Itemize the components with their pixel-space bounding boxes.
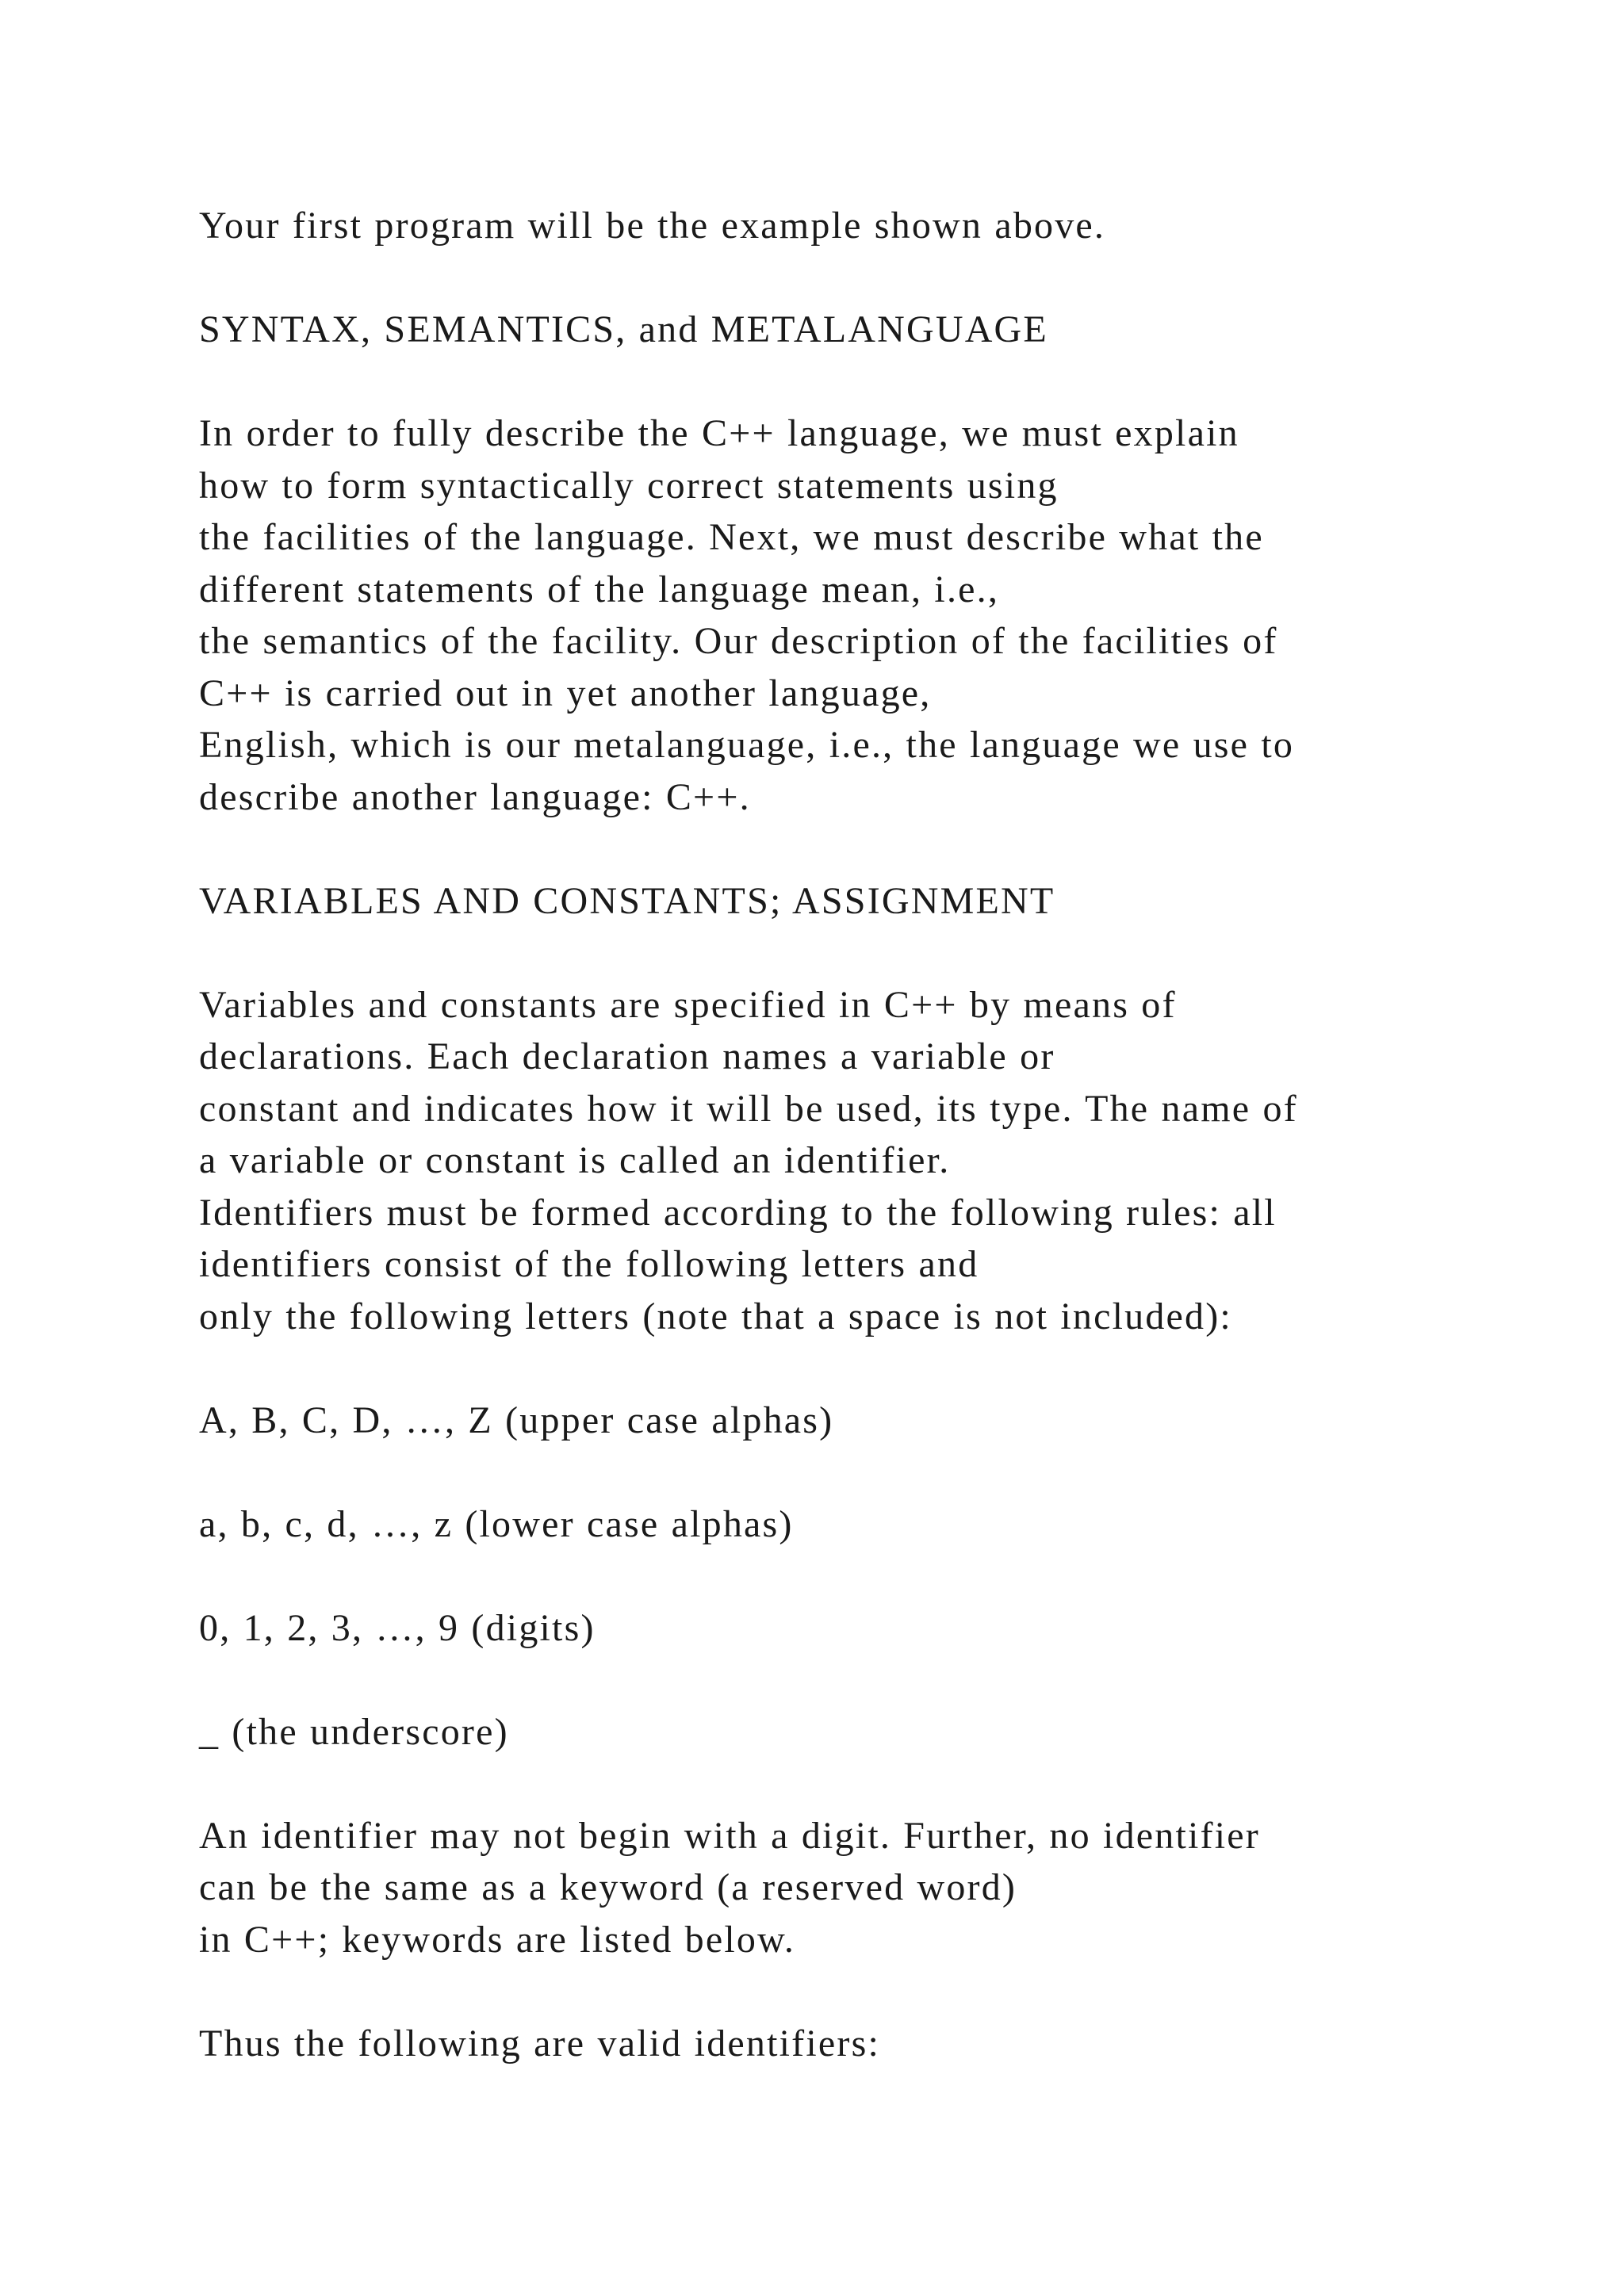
list-item-lowercase bbox=[199, 1498, 1595, 1551]
text-line: An identifier may not begin with a digit. Further, no identifier bbox=[199, 1814, 1260, 1857]
text-line: constant and indicates how it will be used, its type. The name of bbox=[199, 1087, 1298, 1130]
section-heading: SYNTAX, SEMANTICS, and METALANGUAGE bbox=[199, 308, 1048, 350]
text-line: Variables and constants are specified in C++ by means of bbox=[199, 983, 1177, 1026]
paragraph-identifiers bbox=[199, 979, 1595, 1343]
list-item-underscore bbox=[199, 1706, 1595, 1758]
text-line: the facilities of the language. Next, we must describe what the bbox=[199, 516, 1264, 558]
document-body bbox=[199, 200, 1595, 2069]
paragraph-spacer bbox=[199, 1342, 1595, 1395]
text-line: a, b, c, d, …, z (lower case alphas) bbox=[199, 1502, 794, 1545]
text-line: Thus the following are valid identifiers: bbox=[199, 2022, 881, 2064]
text-line: how to form syntactically correct statements using bbox=[199, 464, 1059, 507]
text-line: Identifiers must be formed according to the following rules: all bbox=[199, 1191, 1277, 1234]
paragraph-spacer bbox=[199, 927, 1595, 979]
list-item-digits bbox=[199, 1602, 1595, 1655]
paragraph-valid-identifiers bbox=[199, 2018, 1595, 2070]
text-line: In order to fully describe the C++ language, we must explain bbox=[199, 412, 1239, 454]
text-line: 0, 1, 2, 3, …, 9 (digits) bbox=[199, 1606, 596, 1649]
text-line: only the following letters (note that a space is not included): bbox=[199, 1295, 1232, 1337]
paragraph-spacer bbox=[199, 823, 1595, 875]
text-line: the semantics of the facility. Our description of the facilities of bbox=[199, 620, 1278, 662]
text-line: can be the same as a keyword (a reserved word) bbox=[199, 1866, 1017, 1908]
paragraph-intro bbox=[199, 200, 1595, 252]
paragraph-spacer bbox=[199, 356, 1595, 408]
section-heading: VARIABLES AND CONSTANTS; ASSIGNMENT bbox=[199, 879, 1055, 922]
paragraph-metalanguage bbox=[199, 408, 1595, 823]
paragraph-spacer bbox=[199, 252, 1595, 304]
paragraph-keyword-rule bbox=[199, 1810, 1595, 1966]
text-line: a variable or constant is called an identifier. bbox=[199, 1139, 951, 1181]
paragraph-spacer bbox=[199, 1446, 1595, 1498]
text-line: _ (the underscore) bbox=[199, 1710, 509, 1753]
text-line: Your first program will be the example shown above. bbox=[199, 205, 1106, 247]
heading-syntax-semantics bbox=[199, 304, 1595, 356]
text-line: declarations. Each declaration names a variable or bbox=[199, 1035, 1055, 1077]
paragraph-spacer bbox=[199, 1965, 1595, 2018]
paragraph-spacer bbox=[199, 1550, 1595, 1602]
text-line: A, B, C, D, …, Z (upper case alphas) bbox=[199, 1399, 834, 1441]
text-line: describe another language: C++. bbox=[199, 775, 751, 818]
text-line: C++ is carried out in yet another language, bbox=[199, 672, 932, 714]
text-line: English, which is our metalanguage, i.e., the language we use to bbox=[199, 724, 1295, 766]
heading-variables-constants bbox=[199, 875, 1595, 928]
text-line: identifiers consist of the following letters and bbox=[199, 1243, 979, 1285]
text-line: in C++; keywords are listed below. bbox=[199, 1918, 796, 1961]
paragraph-spacer bbox=[199, 1654, 1595, 1706]
text-line: different statements of the language mean, i.e., bbox=[199, 568, 1000, 610]
paragraph-spacer bbox=[199, 1758, 1595, 1810]
list-item-uppercase bbox=[199, 1395, 1595, 1447]
